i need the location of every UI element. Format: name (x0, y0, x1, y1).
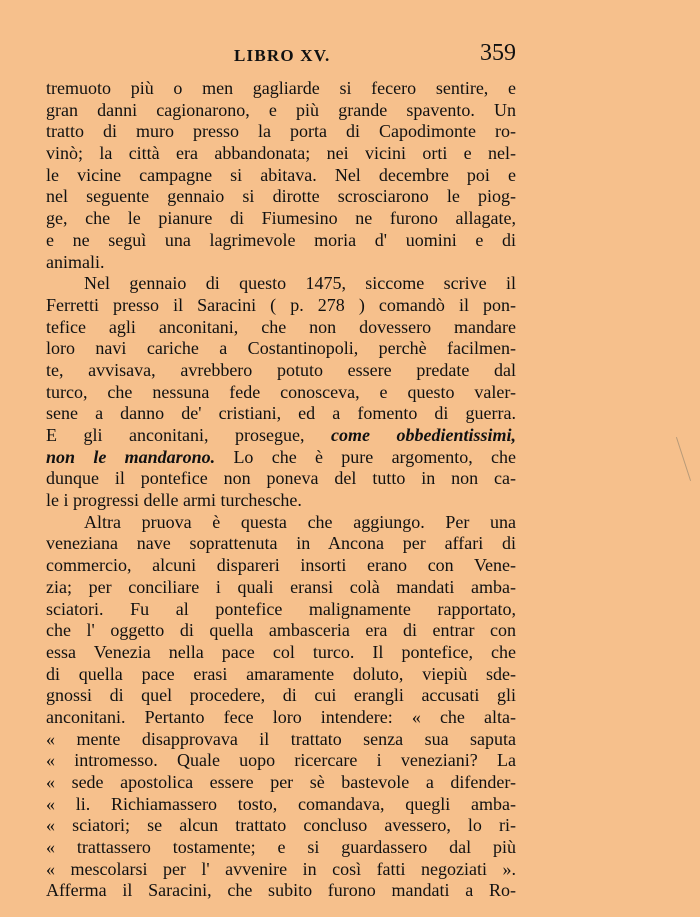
text-line: gnossi di quel procedere, di cui erangli accusati gli (46, 685, 516, 706)
text-line: le vicine campagne si abitava. Nel decembre poi e (46, 164, 516, 185)
text-line: di quella pace erasi amaramente doluto, viepiù sde- (46, 663, 516, 684)
text-line: « sciatori; se alcun trattato concluso avessero, lo ri- (46, 815, 516, 836)
italic-phrase: come obbedientissimi, (331, 425, 516, 445)
margin-mark (676, 437, 691, 481)
text-line: Nel gennaio di questo 1475, siccome scrive il (84, 273, 516, 294)
text-line: « trattassero tostamente; e si guardassero dal più (46, 837, 516, 858)
text-line: loro navi cariche a Costantinopoli, perchè facilmen- (46, 338, 516, 359)
text-line: zia; per conciliare i quali eransi colà mandati amba- (46, 576, 516, 597)
text-segment: Lo che è pure argomento, che (233, 446, 516, 467)
text-line: gran danni cagionarono, e più grande spavento. Un (46, 99, 516, 120)
text-line: essa Venezia nella pace col turco. Il pontefice, che (46, 641, 516, 662)
text-line: Afferma il Saracini, che subito furono mandati a Ro- (46, 880, 516, 901)
text-line: tefice agli anconitani, che non dovessero mandare (46, 316, 516, 337)
text-line: « mente disapprovava il trattato senza sua saputa (46, 728, 516, 749)
running-head (46, 40, 516, 70)
text-line: nel seguente gennaio si dirotte scrosciarono le piog- (46, 186, 516, 207)
text-line: turco, che nessuna fede conosceva, e questo valer- (46, 381, 516, 402)
text-line: « mescolarsi per l' avvenire in così fatti negoziati ». (46, 858, 516, 879)
text-line: ge, che le pianure di Fiumesino ne furono allagate, (46, 208, 516, 229)
text-line: animali. (46, 251, 105, 272)
text-line-with-italic (46, 447, 516, 469)
text-line: Ferretti presso il Saracini ( p. 278 ) comandò il pon- (46, 294, 516, 315)
text-line: sciatori. Fu al pontefice malignamente rapportato, (46, 598, 516, 619)
text-line: dunque il pontefice non poneva del tutto in non ca- (46, 468, 516, 489)
text-line: che l' oggetto di quella ambasceria era di entrar con (46, 620, 516, 641)
text-line: e ne seguì una lagrimevole moria d' uomini e di (46, 229, 516, 250)
text-line: le i progressi delle armi turchesche. (46, 490, 302, 511)
book-label: LIBRO XV. (234, 46, 331, 65)
text-line: veneziana nave soprattenuta in Ancona per affari di (46, 533, 516, 554)
text-line: commercio, alcuni dispareri insorti erano con Vene- (46, 555, 516, 576)
text-line: te, avvisava, avrebbero potuto essere predate dal (46, 359, 516, 380)
text-line-with-italic (46, 425, 516, 447)
body-text (46, 78, 516, 902)
text-segment: E gli anconitani, prosegue, (46, 425, 305, 445)
text-line: sene a danno de' cristiani, ed a fomento di guerra. (46, 403, 516, 424)
text-line: Altra pruova è questa che aggiungo. Per una (84, 511, 516, 532)
text-line: tremuoto più o men gagliarde si fecero sentire, e (46, 78, 516, 98)
text-line: vinò; la città era abbandonata; nei vicini orti e nel- (46, 143, 516, 164)
text-line: tratto di muro presso la porta di Capodimonte ro- (46, 121, 516, 142)
italic-phrase: non le mandarono. (46, 446, 216, 467)
text-line: anconitani. Pertanto fece loro intendere: « che alta- (46, 706, 516, 727)
text-line: « sede apostolica essere per sè bastevole a difender- (46, 772, 516, 792)
text-line: « intromesso. Quale uopo ricercare i veneziani? La (46, 750, 516, 771)
page-number: 359 (480, 40, 516, 66)
text-line: « li. Richiamassero tosto, comandava, quegli amba- (46, 793, 516, 814)
